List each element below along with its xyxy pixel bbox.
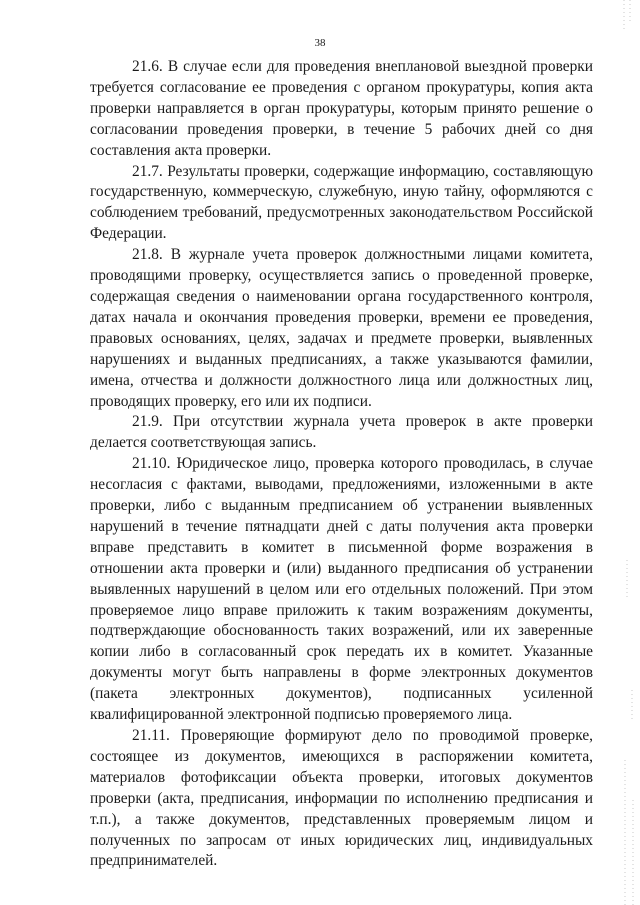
- scan-edge-artifact: [618, 0, 640, 905]
- document-body: [90, 57, 593, 872]
- page-number: 38: [314, 37, 326, 49]
- paragraph-21-9: 21.9. При отсутствии журнала учета проверок в акте проверки делается соответствующая запись.: [90, 413, 593, 452]
- paragraph-21-8: 21.8. В журнале учета проверок должностными лицами комитета, проводящими проверку, осуществляется запись о проведенной проверке, содержащая сведения о наименовании органа государственного контроля, датах начала и окончания проведения проверки, времени ее проведения, правовых основаниях, целях, задачах и предмете проверки, выявленных нарушениях и выданных предписаниях, а также указываются фамилии, имена, отчества и должности должностного лица или должностных лиц, проводящих проверку, его или их подписи.: [90, 246, 593, 410]
- paragraph-21-11: 21.11. Проверяющие формируют дело по проводимой проверке, состоящее из документов, имеющихся в распоряжении комитета, материалов фотофиксации объекта проверки, итоговых документов проверки (акта, предписания, информации по исполнению предписания и т.п.), а также документов, представленных проверяемым лицом и полученных по запросам от иных юридических лиц, индивидуальных предпринимателей.: [90, 727, 593, 870]
- paragraph-21-10: 21.10. Юридическое лицо, проверка которого проводилась, в случае несогласия с фактами, выводами, предложениями, изложенными в акте проверки, либо с выданным предписанием об устранении выявленных нарушений в течение пятнадцати дней с даты получения акта проверки вправе представить в комитет в письменной форме возражения в отношении акта проверки и (или) выданного предписания об устранении выявленных нарушений в целом или его отдельных положений. При этом проверяемое лицо вправе приложить к таким возражениям документы, подтверждающие обоснованность таких возражений, или их заверенные копии либо в согласованный срок передать их в комитет. Указанные документы могут быть направлены в форме электронных документов (пакета электронных документов), подписанных усиленной квалифицированной электронной подписью проверяемого лица.: [90, 455, 593, 724]
- paragraph-21-7: 21.7. Результаты проверки, содержащие информацию, составляющую государственную, коммерческую, служебную, иную тайну, оформляются с соблюдением требований, предусмотренных законодательством Российской Федерации.: [90, 162, 593, 243]
- paragraph-21-6: 21.6. В случае если для проведения внеплановой выездной проверки требуется согласование ее проведения с органом прокуратуры, копия акта проверки направляется в орган прокуратуры, которым принято решение о согласовании проведения проверки, в течение 5 рабочих дней со дня составления акта проверки.: [90, 58, 593, 159]
